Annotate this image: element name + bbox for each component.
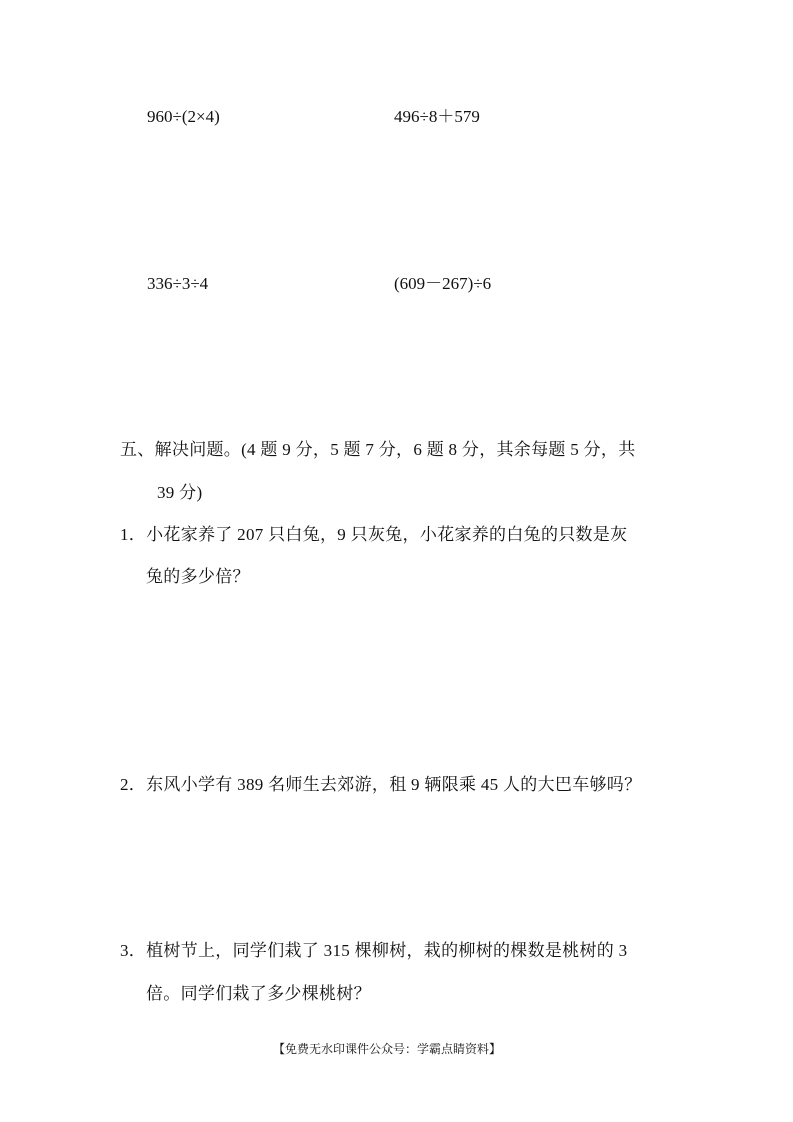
problem-2-line1: 2．东风小学有 389 名师生去郊游，租 9 辆限乘 45 人的大巴车够吗？ [120,775,642,794]
problem-1-line1: 1．小花家养了 207 只白兔，9 只灰兔，小花家养的白兔的只数是灰 [120,525,628,544]
expression-row1-right: 496÷8＋579 [394,107,480,126]
problem-3-line2: 倍。同学们栽了多少棵桃树？ [146,984,371,1003]
section-heading-continued: 39 分) [157,483,203,502]
footer-note: 【免费无水印课件公众号：学霸点睛资料】 [273,1042,502,1056]
expression-row2-left: 336÷3÷4 [147,274,209,293]
problem-1-line2: 兔的多少倍？ [146,567,250,586]
problem-3-line1: 3．植树节上，同学们栽了 315 棵柳树，栽的柳树的棵数是桃树的 3 [120,941,628,960]
expression-row1-left: 960÷(2×4) [147,107,220,126]
expression-row2-right: (609－267)÷6 [394,274,492,293]
section-heading: 五、解决问题。(4 题 9 分，5 题 7 分，6 题 8 分，其余每题 5 分，共 [120,440,636,459]
